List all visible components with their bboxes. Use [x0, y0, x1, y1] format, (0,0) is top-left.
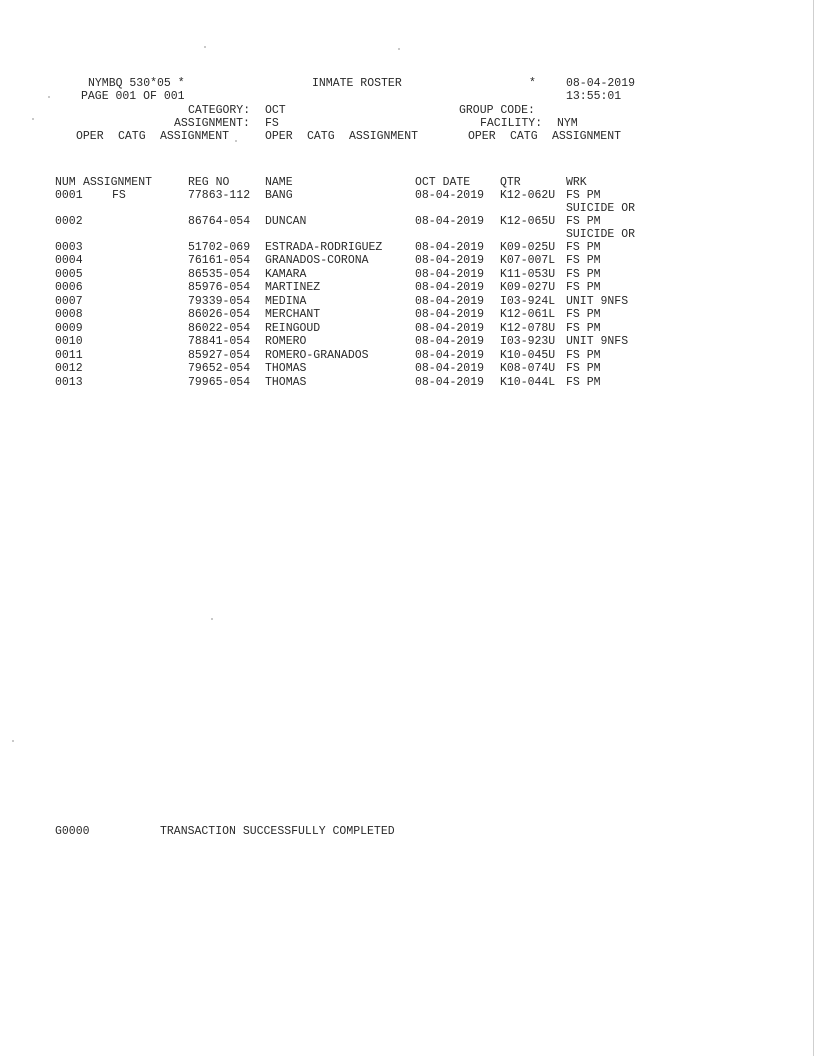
facility-value: NYM	[557, 117, 578, 130]
cell-name: BANG	[265, 189, 293, 202]
cell-reg-no: 86535-054	[188, 268, 251, 281]
column-header-assignment: ASSIGNMENT	[83, 176, 153, 189]
transaction-message: TRANSACTION SUCCESSFULLY COMPLETED	[160, 825, 395, 838]
cell-reg-no: 79339-054	[188, 295, 251, 308]
cell-oct-date: 08-04-2019	[415, 349, 485, 362]
cell-num: 0009	[55, 322, 83, 335]
scan-speck	[398, 48, 400, 50]
report-time: 13:55:01	[566, 90, 622, 103]
cell-num: 0004	[55, 254, 83, 267]
cell-reg-no: 78841-054	[188, 335, 251, 348]
scan-speck	[12, 740, 14, 742]
report-date: 08-04-2019	[566, 77, 636, 90]
cell-oct-date: 08-04-2019	[415, 189, 485, 202]
cell-oct-date: 08-04-2019	[415, 295, 485, 308]
group-code-label: GROUP CODE:	[459, 104, 535, 117]
cell-oct-date: 08-04-2019	[415, 362, 485, 375]
cell-name: ESTRADA-RODRIGUEZ	[265, 241, 383, 254]
oper-header: OPER	[468, 130, 496, 143]
cell-num: 0012	[55, 362, 83, 375]
column-header-reg-no: REG NO	[188, 176, 230, 189]
scan-speck	[32, 118, 34, 120]
cell-reg-no: 86764-054	[188, 215, 251, 228]
assignment-header: ASSIGNMENT	[349, 130, 419, 143]
cell-qtr: K12-065U	[500, 215, 556, 228]
cell-reg-no: 85976-054	[188, 281, 251, 294]
cell-qtr: K08-074U	[500, 362, 556, 375]
cell-name: REINGOUD	[265, 322, 321, 335]
scan-speck	[204, 46, 206, 48]
assignment-header: ASSIGNMENT	[160, 130, 230, 143]
cell-wrk: FS PM	[566, 241, 601, 254]
cell-qtr: K12-061L	[500, 308, 556, 321]
catg-header: CATG	[510, 130, 538, 143]
cell-qtr: K09-027U	[500, 281, 556, 294]
cell-wrk: FS PM	[566, 376, 601, 389]
cell-wrk: FS PM	[566, 254, 601, 267]
cell-reg-no: 51702-069	[188, 241, 251, 254]
cell-qtr: K10-045U	[500, 349, 556, 362]
cell-wrk-note: SUICIDE OR	[566, 228, 636, 241]
cell-qtr: I03-923U	[500, 335, 556, 348]
cell-qtr: I03-924L	[500, 295, 556, 308]
cell-reg-no: 79965-054	[188, 376, 251, 389]
cell-wrk: FS PM	[566, 362, 601, 375]
cell-name: MARTINEZ	[265, 281, 321, 294]
cell-wrk: UNIT 9NFS	[566, 295, 629, 308]
cell-wrk: FS PM	[566, 215, 601, 228]
cell-reg-no: 86022-054	[188, 322, 251, 335]
cell-name: MERCHANT	[265, 308, 321, 321]
cell-oct-date: 08-04-2019	[415, 376, 485, 389]
cell-oct-date: 08-04-2019	[415, 268, 485, 281]
cell-reg-no: 76161-054	[188, 254, 251, 267]
cell-oct-date: 08-04-2019	[415, 281, 485, 294]
cell-num: 0007	[55, 295, 83, 308]
system-code: NYMBQ 530*05 *	[88, 77, 185, 90]
cell-oct-date: 08-04-2019	[415, 241, 485, 254]
cell-name: MEDINA	[265, 295, 307, 308]
cell-num: 0010	[55, 335, 83, 348]
category-value: OCT	[265, 104, 286, 117]
cell-oct-date: 08-04-2019	[415, 335, 485, 348]
cell-name: THOMAS	[265, 362, 307, 375]
cell-reg-no: 86026-054	[188, 308, 251, 321]
page-indicator: PAGE 001 OF 001	[81, 90, 185, 103]
cell-num: 0008	[55, 308, 83, 321]
cell-name: THOMAS	[265, 376, 307, 389]
cell-num: 0003	[55, 241, 83, 254]
cell-oct-date: 08-04-2019	[415, 254, 485, 267]
catg-header: CATG	[307, 130, 335, 143]
cell-reg-no: 85927-054	[188, 349, 251, 362]
column-header-name: NAME	[265, 176, 293, 189]
cell-qtr: K10-044L	[500, 376, 556, 389]
cell-oct-date: 08-04-2019	[415, 308, 485, 321]
cell-reg-no: 79652-054	[188, 362, 251, 375]
cell-qtr: K12-062U	[500, 189, 556, 202]
cell-qtr: K07-007L	[500, 254, 556, 267]
column-header-oct-date: OCT DATE	[415, 176, 471, 189]
scan-speck	[48, 96, 50, 98]
scan-speck	[235, 140, 237, 142]
column-header-qtr: QTR	[500, 176, 521, 189]
column-header-wrk: WRK	[566, 176, 587, 189]
oper-header: OPER	[76, 130, 104, 143]
cell-wrk: FS PM	[566, 322, 601, 335]
catg-header: CATG	[118, 130, 146, 143]
cell-num: 0005	[55, 268, 83, 281]
cell-name: GRANADOS-CORONA	[265, 254, 369, 267]
cell-name: ROMERO-GRANADOS	[265, 349, 369, 362]
cell-name: DUNCAN	[265, 215, 307, 228]
cell-wrk-note: SUICIDE OR	[566, 202, 636, 215]
scan-edge-line	[813, 0, 814, 1056]
cell-num: 0002	[55, 215, 83, 228]
assignment-label: ASSIGNMENT:	[174, 117, 250, 130]
cell-name: ROMERO	[265, 335, 307, 348]
cell-num: 0013	[55, 376, 83, 389]
cell-num: 0001	[55, 189, 83, 202]
cell-wrk: FS PM	[566, 268, 601, 281]
cell-name: KAMARA	[265, 268, 307, 281]
cell-oct-date: 08-04-2019	[415, 215, 485, 228]
cell-reg-no: 77863-112	[188, 189, 251, 202]
transaction-code: G0000	[55, 825, 90, 838]
cell-wrk: FS PM	[566, 308, 601, 321]
cell-wrk: FS PM	[566, 349, 601, 362]
cell-num: 0011	[55, 349, 83, 362]
facility-label: FACILITY:	[480, 117, 543, 130]
cell-qtr: K12-078U	[500, 322, 556, 335]
assignment-value: FS	[265, 117, 279, 130]
header-star: *	[529, 77, 536, 90]
cell-wrk: FS PM	[566, 281, 601, 294]
column-header-num: NUM	[55, 176, 76, 189]
oper-header: OPER	[265, 130, 293, 143]
cell-oct-date: 08-04-2019	[415, 322, 485, 335]
cell-assignment: FS	[112, 189, 126, 202]
assignment-header: ASSIGNMENT	[552, 130, 622, 143]
scan-speck	[211, 618, 213, 620]
cell-num: 0006	[55, 281, 83, 294]
cell-qtr: K09-025U	[500, 241, 556, 254]
cell-wrk: UNIT 9NFS	[566, 335, 629, 348]
cell-wrk: FS PM	[566, 189, 601, 202]
category-label: CATEGORY:	[188, 104, 251, 117]
cell-qtr: K11-053U	[500, 268, 556, 281]
report-title: INMATE ROSTER	[312, 77, 402, 90]
